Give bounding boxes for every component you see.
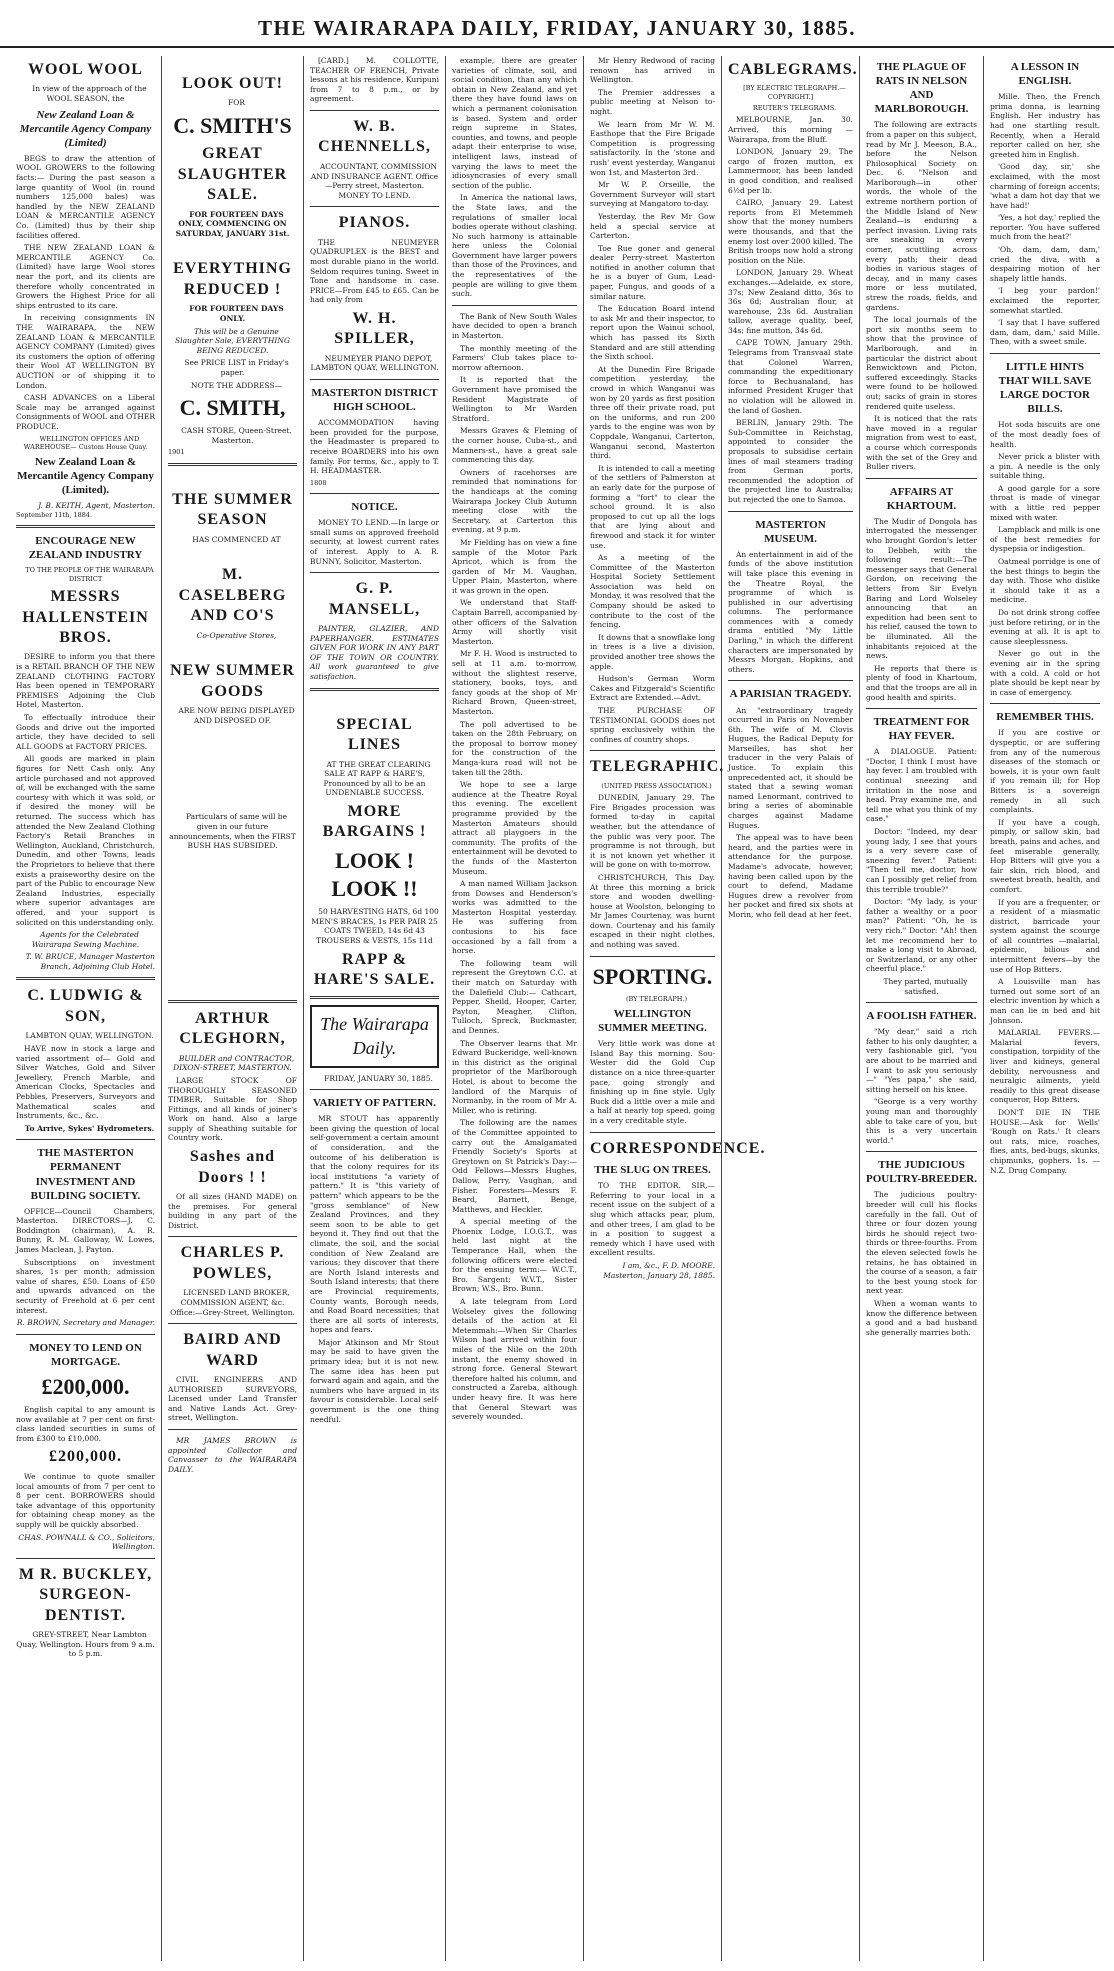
ad-text: OFFICE—Council Chambers, Masterton. DIRECTORS—J. C. Boddington (chairman), A. R. Bunny, R. M. Galloway, W. Lowes, James Maclean, J. Payton. (16, 1206, 155, 1255)
ad-heading: LOOK OUT! (181, 75, 283, 92)
article-text: A DIALOGUE. Patient: "Doctor, I think I must have hay fever. I am troubled with continual sneezing and irritation in the nose and head. Pray examine me, and tell me what you think of my case." (866, 747, 977, 824)
column-divider (310, 688, 439, 691)
article-text: MALARIAL FEVERS.—Malarial fevers, constipation, torpidity of the liver and kidneys, general debility, nervousness and neuralgic ailments, yield readily to this great disease conqueror, Hop Bitters. (990, 1028, 1100, 1105)
section-subheading: [BY ELECTRIC TELEGRAPH.—COPYRIGHT.] (743, 84, 846, 101)
news-item: Mr Fielding has on view a fine sample of the Motor Park Apricot, which is from the garden of Mr M. Vaughan, Upper Plain, Masterton, where it was grown in the open. (452, 537, 577, 595)
article-text: 'Good day, sir,' she exclaimed, with the most charming of foreign accents; 'what a dam hot day that we have had!' (990, 162, 1100, 210)
ad-text: FOR (228, 98, 245, 108)
article-text: When a woman wants to know the difference between a good and a bad husband she generally marries both. (866, 1299, 977, 1337)
column-divider (590, 750, 715, 751)
ad-text: To Arrive, Sykes' Hydrometers. (24, 1123, 155, 1133)
column-divider (590, 956, 715, 957)
section-subheading: (UNITED PRESS ASSOCIATION.) (601, 781, 712, 790)
ad-text: FOR FOURTEEN DAYS ONLY, COMMENCING ON SATURDAY, JANUARY 31st. (175, 209, 290, 238)
article-text: DON'T DIE IN THE HOUSE.—Ask for Wells' 'Rough on Rats.' It clears out rats, mice, roaches, flies, ants, bed-bugs, skunks, chipmunks, gophers. 1s. —N.Z. Drug Company. (990, 1107, 1100, 1175)
article-text: Never prick a blister with a pin. A needle is the only suitable thing. (990, 452, 1100, 481)
article-text: Never go out in the evening air in the spring with a cold. A cold or hot plate should be kept near by in case of emergency. (990, 649, 1100, 697)
news-item: The monthly meeting of the Farmers' Club takes place to-morrow afternoon. (452, 343, 577, 372)
ad-text: ACCOUNTANT, COMMISSION AND INSURANCE AGENT. Office—Perry street, Masterton. MONEY TO LEND. (310, 161, 439, 200)
article-heading: LITTLE HINTS THAT WILL SAVE LARGE DOCTOR BILLS. (998, 361, 1092, 416)
ad-heading: MONEY TO LEND ON MORTGAGE. (29, 1341, 142, 1368)
article-text: Oatmeal porridge is one of the best things to begin the day with. Those who dislike it should take it as a medicine. (990, 557, 1100, 605)
ad-heading: RAPP & HARE'S SALE. (313, 950, 436, 989)
article-heading: REMEMBER THIS. (996, 711, 1094, 724)
news-item: CHRISTCHURCH, This Day. At three this morning a brick store and wooden dwelling-house at Woolston, belonging to Mr James Courtenay, was burnt down. Courtenay and his family escaped in their night clothes, and nothing was saved. (590, 872, 715, 950)
article-text: The judicious poultry-breeder will cull his flocks carefully in the fall. Out of three or four dozen young birds he should reject two-thirds or three-fourths. From the eleven selected fowls he retains, he has obtained in the course of a season, a fair to the best young stock for next year. (866, 1190, 977, 1296)
ad-text: To effectually introduce their Goods and drive out the imported article, they have decided to sell ALL GOODS at FACTORY PRICES. (16, 713, 155, 751)
news-item: We understand that Staff-Captain Barrell, accompanied by other officers of the Salvation Army will shortly visit Masterton. (452, 598, 577, 646)
ad-heading: G. P. MANSELL, (328, 580, 421, 618)
ad-text: FOR FOURTEEN DAYS ONLY. (189, 304, 284, 323)
news-item: A man named William Jackson from Dowses and Henderson's works was admitted to the Masterton Hospital yesterday. He was suffering from contusions to his face occasioned by a fall from a horse. (452, 879, 577, 956)
ad-text: THE NEUMEYER QUADRUPLEX is the BEST and most durable piano in the world. Seldom requires tuning. Sweet in Tone and handsome in case. PRICE—From £45 to £65. Can be had only from (310, 237, 439, 305)
ad-company-name: New Zealand Loan & Mercantile Agency Company (Limited). (17, 456, 154, 497)
ad-text: CASH STORE, Queen-Street, Masterton. (181, 426, 292, 445)
ad-text: English capital to any amount is now available at 7 per cent on first-class landed securities in sums of from £300 to £10,000. (16, 1405, 155, 1443)
ad-text: Subscriptions on investment shares, 1s per month; admission value of shares, £50. Loans of £50 and upwards advanced on the security of Freehold at 6 per cent interest. (16, 1257, 155, 1315)
news-item: DUNEDIN, January 29. The Fire Brigades procession was formed to-day in capital weather, but the attendance of the public was very poor. The programme is not through, but it is not known yet whether it will be gone on with to-morrow. (590, 793, 715, 870)
column-divider (16, 977, 155, 980)
column-divider (16, 1139, 155, 1140)
news-item: The Education Board intend to ask Mr and their inspector, to report upon the Wainui school, which has passed its Sixth Standard and are still attending the Sixth school. (590, 304, 715, 362)
ad-text: 50 HARVESTING HATS, 6d 100 MEN'S BRACES, 1s PER PAIR 25 COATS TWEED, 14s 6d 43 TROUSERS & VESTS, 15s 11d (311, 907, 439, 945)
ad-text: We continue to quote smaller local amounts of from 7 per cent to 8 per cent. BORROWERS should take advantage of this opportunity for obtaining cheap money as the supply will be quickly absorbed. (16, 1471, 155, 1529)
column-divider (310, 996, 439, 999)
article-text: The following are extracts from a paper on this subject, read by Mr J. Meeson, B.A., before the Nelson Philosophical Society on Dec. 6. "Nelson and Marlborough—in other words, the whole of the extreme northern portion of the Middle Island of New Zealand—is enduring a perfect invasion. Living rats are sneaking in every corner, scuttling across every path; their dead bodies in various stages of decay, and in many cases more or less mutilated, strew the roads, fields, and gardens. (866, 120, 977, 312)
letter-signature: I am, &c., F. D. MOORE. Masterton, January 28, 1885. (603, 1260, 715, 1280)
column-divider (168, 463, 297, 466)
news-item: As a meeting of the Committee of the Masterton Hospital Society Settlement Association was held on Monday, it was resolved that the Company should be asked to contribute to the cost of the fencing. (590, 553, 715, 630)
column-divider (728, 511, 853, 512)
ad-text: GREY-STREET, Near Lambton Quay, Wellington. Hours from 9 a.m. to 5 p.m. (16, 1630, 155, 1659)
news-item: LONDON, January 29. Wheat exchanges.—Adelaide, ex store, 37s; New Zealand ditto, 36s to 36s 6d; Australian flour, at warehouse, 23s 6d. Australian tallow, average quality, beef, 34s; fine mutton, 34s 6d. (728, 268, 853, 335)
column-divider (866, 1151, 977, 1152)
ad-text: ARE NOW BEING DISPLAYED AND DISPOSED OF. (178, 706, 295, 725)
ad-heading: ENCOURAGE NEW ZEALAND INDUSTRY (28, 535, 143, 562)
article-text: The Mudir of Dongola has interrogated the messenger who brought Gordon's letter to Debbeh, with the following result:—The messenger says that General Gordon, on receiving the letters from Sir Evelyn Baring and Lord Wolseley announcing that an expedition had been sent to his relief, caused the town to be illuminated. All the inhabitants rejoiced at the news. (866, 516, 977, 661)
news-item: Mr W. P. Orseille, the Government Surveyor will start surveying at Mangatoro to-day. (590, 180, 715, 209)
ad-text: Co-Operative Stores, (196, 630, 277, 640)
article-text: It is noticed that the rats have moved in a regular migration from west to east, a course which corresponds with the set of the Grey and Buller rivers. (866, 414, 977, 472)
news-item: The Observer learns that Mr Edward Buckeridge, well-known in this district as the original proprietor of the Marlborough Hotel, is about to become the landlord of the Marquis of Normanby, in the room of Mr A. Miller, who is retiring. (452, 1038, 577, 1115)
news-item: Very little work was done at Island Bay this morning. Sou-Wester did the Gold Cup distance on a nice three-quarter pace, going strongly and finishing up in fine style. Ugly Buck did a little over a mile and a half at nearly top speed, going in a very creditable style. (590, 1039, 715, 1126)
ad-heading: M. CASELBERG AND CO'S (178, 566, 287, 625)
ad-text: In view of the approach of the WOOL SEASON, the (32, 84, 147, 104)
article-text: Hot soda biscuits are one of the most deadly foes of health. (990, 420, 1100, 449)
column-divider (16, 525, 155, 528)
news-item: At the Dunedin Fire Brigade competition yesterday, the crowd in which Wanganui was won by 20 yards as first position three off their private road, put on the uniforms, and run 200 yards to the engine was won by Coppdale, Wanganui, Carterton, Wanganui second, Masterton third. (590, 364, 715, 461)
article-text: If you have a cough, pimply, or sallow skin, bad breath, pains and aches, and feel miserable generally, Hop Bitters will give you a fair skin, rich blood, and sweetest breath, health, and comfort. (990, 817, 1100, 894)
column-divider (990, 353, 1100, 354)
column-7 (860, 56, 984, 1961)
article-text: "George is a very worthy young man and thoroughly able to take care of you, but this is a very uncertain world." (866, 1097, 977, 1145)
ad-heading: BAIRD AND WARD (183, 1331, 282, 1369)
ad-text: PAINTER, GLAZIER, AND PAPERHANGER. ESTIMATES GIVEN FOR WORK IN ANY PART OF THE TOWN OR COUNTRY. All work guaranteed to give satisfaction. (310, 624, 439, 682)
news-item: The following team will represent the Greytown C.C. at their match on Saturday with the Dalefield Club:— Cathcart, Pepper, Sheild, Hooper, Carter, Payton, Meagher, Clifton, Tulloch, Spreck, Buckmaster, and Dennes. (452, 958, 577, 1035)
ad-heading: NEW SUMMER GOODS (170, 662, 295, 700)
article-heading: A LESSON IN ENGLISH. (1010, 61, 1080, 88)
column-divider (590, 1132, 715, 1133)
column-divider (16, 1334, 155, 1335)
column-divider (168, 1000, 297, 1003)
column-divider (452, 305, 577, 306)
article-text: Lampblack and milk is one of the best remedies for dyspepsia or indigestion. (990, 525, 1100, 554)
column-2 (162, 56, 304, 1961)
column-divider (866, 478, 977, 479)
ad-text: Of all sizes (HAND MADE) on the premises. For general building in any part of the District. (168, 1192, 297, 1230)
article-heading: AFFAIRS AT KHARTOUM. (886, 485, 957, 512)
news-item: The Bank of New South Wales have decided to open a branch in Masterton. (452, 311, 577, 341)
ad-heading: C. LUDWIG & SON, (27, 987, 144, 1025)
ad-heading: MESSRS HALLENSTEIN BROS. (22, 588, 149, 646)
article-text: Doctor: "My lady, is your father a wealthy or a poor man?" Patient: "Oh, he is very rich." Doctor: "Ah! then let me recommend her to make a long visit to Abroad, or Switzerland, or any other cheerful place." (866, 897, 977, 974)
ad-heading: C. SMITH, (179, 395, 286, 421)
column-divider (16, 1558, 155, 1559)
column-divider (866, 708, 977, 709)
ad-heading: MORE BARGAINS ! (322, 802, 427, 841)
section-subheading: REUTER'S TELEGRAMS. (752, 104, 837, 113)
ad-heading: M R. BUCKLEY, SURGEON-DENTIST. (18, 1565, 153, 1624)
article-heading: VARIETY OF PATTERN. (313, 1097, 436, 1110)
ad-text: BEGS to draw the attention of WOOL GROWERS to the following facts:— During the past season a large quantity of Wool (in round numbers 125,000 bales) was handled by the NEW ZEALAND LOAN & MERCANTILE AGENCY Co. (Limited) thus by their ship facilities offered. (16, 153, 155, 240)
newspaper-page (10, 56, 1106, 1961)
news-item: We hope to see a large audience at the Theatre Royal this evening. The excellent programme provided by the Masterton Amateurs should attract all playgoers in the community. The profits of the entertainment will be devoted to the funds of the Masterton Museum. (452, 780, 577, 876)
ad-text: See PRICE LIST in Friday's paper. (184, 358, 289, 377)
column-divider (168, 1323, 297, 1324)
ad-heading: GREAT SLAUGHTER SALE. (177, 145, 288, 204)
ad-text: Agents for the Celebrated Wairarapa Sewing Machine. (31, 930, 140, 949)
article-text: 'Yes, a hot day,' replied the reporter. 'You have suffered much from the heat?' (990, 213, 1100, 242)
ad-number: 1901 (168, 448, 185, 457)
ad-text: NOTE THE ADDRESS— (190, 380, 283, 390)
article-text: He reports that there is plenty of food in Khartoum, and that the troops are all in good health and spirits. (866, 663, 977, 702)
news-item: A special meeting of the Phoenix Lodge, I.O.G.T., was held last night at the Temperance Hall, when the following officers were elected for the ensuing term:— W.C.T., Bro. Sargent; W.V.T., Sister Brown; W.S., Bro. Bunn. (452, 1217, 577, 1294)
news-item: THE PURCHASE OF TESTIMONIAL GOODS does not spring exclusively within the confines of country shops. (590, 706, 715, 744)
ad-text: LAMBTON QUAY, WELLINGTON. (25, 1031, 154, 1041)
ad-signature: R. BROWN, Secretary and Manager. (16, 1318, 155, 1328)
ad-heading: LOOK ! LOOK !! (331, 847, 418, 902)
ad-text: HAVE now in stock a large and varied assortment of— Gold and Silver Watches, Gold and Silver Jewellery, French Marble, and American Clocks, Spectacles and Pebbles, Preservers, Surveyors and Mathematical scales and Instruments, &c., &c. (16, 1044, 155, 1121)
news-item: It downs that a snowflake long in trees is a live a division, provided another tree shows the apple. (590, 632, 715, 671)
ad-text: All goods are marked in plain figures for Nett Cash only. Any article purchased and not approved of, will be exchanged with the same courtesy with which it was sold, or if desired the money will be returned. The success which has attended the New Zealand Clothing Factory's Retail Branches in Wellington, Auckland, Christchurch, Dunedin, and other Towns, leads the Proprietors to believe that there exists a praiseworthy desire on the part of the Public to encourage New Zealand Industries, especially where superior advantages are offered, and your support is solicited on this understanding only. (16, 754, 155, 927)
ad-heading: THE SUMMER SEASON (172, 490, 293, 529)
news-item: Mr Henry Redwood of racing renown has arrived in Wellington. (590, 56, 715, 85)
article-text: "My dear," said a rich father to his only daughter, a very fashionable girl, "you are about to be married and I want to ask you seriously—" "Yes papa," she said, sitting herself on his knee. (866, 1027, 977, 1094)
article-text: 'Oh, dam, dam, dam,' cried the diva, with a despairing motion of her shapely little hands. (990, 245, 1100, 283)
ad-text: ACCOMMODATION having been provided for the purpose, the Headmaster is prepared to receive BOARDERS into his own family. For terms, &c., apply to T. H. HEADMASTER. (310, 418, 439, 476)
column-divider (310, 379, 439, 380)
letter-text: TO THE EDITOR. SIR,—Referring to your local in a recent issue on the subject of a slug which attacks pear, plum, and other trees, I am glad to be in a position to suggest a remedy which I have used with excellent results. (590, 1181, 715, 1258)
ad-text: MR JAMES BROWN is appointed Collector and Canvasser to the WAIRARAPA DAILY. (168, 1436, 297, 1474)
news-item: The poll advertised to be taken on the 28th February, on the proposal to borrow money for the construction of the Manga-kura road will not be taken till the 28th. (452, 719, 577, 777)
ad-text: TO THE PEOPLE OF THE WAIRARAPA DISTRICT (25, 566, 154, 583)
article-text: The local journals of the port six months seem to show that the province of Marlborough, and in particular the district about Renwicktown and Picton, suffered exceedingly. Stacks were found to be hollowed out; sacks of grain in stores rendered quite useless. (866, 315, 977, 411)
article-heading: MASTERTON MUSEUM. (755, 518, 826, 545)
ad-signature: CHAS. POWNALL & CO., Solicitors, Wellington. (18, 1532, 155, 1552)
article-heading: A PARISIAN TRAGEDY. (729, 688, 852, 701)
ad-signature: T. W. BRUCE, Manager Masterton Branch, Adjoining Club Hotel. (25, 952, 155, 971)
column-divider (866, 1002, 977, 1003)
ad-heading: NOTICE. (351, 501, 398, 514)
news-item: CAPE TOWN, January 29th. Telegrams from Transvaal state that Colonel Warren, commanding the expeditionary force to Bechuanaland, has informed President Kruger that no violation will be allowed in the land of Goshen. (728, 338, 853, 415)
article-heading: THE PLAGUE OF RATS IN NELSON AND MARLBOROUGH. (874, 61, 969, 116)
ad-text: LARGE STOCK OF THOROUGHLY SEASONED TIMBER, Suitable for Shop Fittings, and all kinds of joiner's Work on hand. Also a large supply of Sheathing suitable for Country work. (168, 1075, 297, 1143)
news-item: Yesterday, the Rev Mr Gow held a special service at Carterton. (590, 211, 715, 241)
news-item: Mr F. H. Wood is instructed to sell at 11 a.m. to-morrow, without the slightest reserve, stationery, books, toys, and fancy goods at the shop of Mr Richard Brown, Queen-street, Masterton. (452, 649, 577, 716)
column-3 (304, 56, 446, 1961)
news-item: The following are the names of the Committee appointed to carry out the Amalgamated Friendly Society's Sports at Greytown on St Patrick's Day:—Odd Fellows—Messrs Hughes, Dallow, Perry, Vaughan, and Fisher. Foresters—Messrs F. Beard, Barnett, Benge, Matthews, and Heckler. (452, 1118, 577, 1214)
column-divider (310, 493, 439, 494)
column-divider (168, 1429, 297, 1430)
article-text: Doctor: "Indeed, my dear young lady, I see that yours is a very severe case of sneezing fever." Patient: "Then tell me, doctor, how can I possibly get relief from this terrible trouble?" (866, 827, 977, 894)
ad-heading: THE MASTERTON PERMANENT INVESTMENT AND BUILDING SOCIETY. (30, 1147, 141, 1202)
news-item: MELBOURNE, Jan. 30. Arrived, this morning — Wairarapa, from the Bluff. (728, 115, 853, 144)
ad-heading: W. H. SPILLER, (334, 309, 415, 348)
ad-heading-wool: WOOL WOOL (28, 61, 143, 78)
article-text: A Louisville man has turned out some sort of an electric invention by which a man can lie in bed and hit Johnson. (990, 977, 1100, 1025)
article-text: example, there are greater varieties of climate, soil, and social condition, than any which obtain in New Zealand, and yet there they have found laws on which a permanent colonisation is based. System and order reign supreme in States, counties, and towns, and people adapt their enterprise to wise, intelligent laws, instead of varying the laws to meet the idiosyncrasies of every small section of the public. (452, 56, 577, 190)
news-item: It is intended to call a meeting of the settlers of Palmerston at an early date for the purpose of forming a "fort" to clear the school ground. It is also proposed to cut up all the logs that are lying about and firewood and stack it for winter use. (590, 463, 715, 550)
article-heading: THE SLUG ON TREES. (594, 1164, 711, 1177)
column-6 (722, 56, 860, 1961)
news-item: LONDON, January 29. The cargo of frozen mutton, ex Lammermoor, has been landed in good condition, and realised 6½d per lb. (728, 147, 853, 195)
article-text: 'I say that I have suffered dam, dam, dam,' said Mille. Theo, with a sweet smile. (990, 318, 1100, 347)
news-item: Owners of racehorses are reminded that nominations for the handicaps at the coming Wairarapa Jockey Club Autumn meeting close with the Secretary, at Carterton this evening, at 9 p.m. (452, 467, 577, 535)
article-heading: A FOOLISH FATHER. (866, 1010, 977, 1023)
ad-signature: J. B. KEITH, Agent, Masterton. (38, 501, 155, 511)
ad-text: NEUMEYER PIANO DEPOT, LAMBTON QUAY, WELLINGTON. (310, 353, 439, 373)
news-item: The Premier addresses a public meeting at Nelson to-night. (590, 87, 715, 116)
article-text: An entertainment in aid of the funds of the above institution will take place this evening in the Theatre Royal, the programme of which is published in our advertising columns. The performance commences with a comedy drama entitled "My Little Darling," in which the different characters are impersonated by Messrs Morgan, Hopkins, and others. (728, 549, 853, 674)
article-heading: TREATMENT FOR HAY FEVER. (873, 716, 970, 743)
article-text: The appeal was to have been heard, and the parties were in attendance for the purpose. Madame's advocate, however, having been called upon by the court to defend, Madame Hugues drew a revolver from her pocket and fired six shots at Morin, who fell dead at her feet. (728, 833, 853, 919)
column-8 (984, 56, 1106, 1961)
paper-date: FRIDAY, JANUARY 30, 1885. (324, 1073, 433, 1083)
ad-text: THE NEW ZEALAND LOAN & MERCANTILE AGENCY Co. (Limited) have large Wool stores near the port, and its clients are therefore wholly concentrated in Growers the Highest Price for all ships entrusted to its care. (16, 243, 155, 310)
newspaper-masthead (0, 8, 1114, 48)
ad-text: AT THE GREAT CLEARING SALE AT RAPP & HARE'S, Pronounced by all to be an UNDENIABLE SUCCESS. (323, 759, 431, 798)
section-heading-telegraphic: TELEGRAPHIC. (590, 758, 725, 776)
article-text: They parted, mutually satisfied. (883, 976, 968, 996)
article-text: Do not drink strong coffee just before retiring, or in the evening at all. It is apt to cause sleeplessness. (990, 608, 1100, 646)
ad-heading: W. B. CHENNELLS, (318, 117, 431, 156)
column-5 (584, 56, 766, 1961)
news-item: Hudson's German Worm Cakes and Fitzgerald's Scientific Extract are Extended.—Advt. (590, 674, 715, 703)
article-text: Major Atkinson and Mr Stout may be said to have given the primary idea; but it is not new. The same idea has been put forward again and again, and the numbers who have argued in its favour is considerable. Local self-government is the one thing needful. (310, 1337, 439, 1424)
news-item: We learn from Mr W. M. Easthope that the Fire Brigade Competition is progressing satisfactorily. In the 'stone and rush' event yesterday, Wanganui won 1st, and Masterton 3rd. (590, 119, 715, 177)
section-heading-sporting: SPORTING. (592, 963, 713, 989)
ad-amount: £200,000. (49, 1448, 122, 1466)
news-item: A late telegram from Lord Wolseley gives the following details of the action at El Metemmah:—When Sir Charles Wilson had arrived within four miles of the Nile on the 20th instant, the enemy showed in strong force. General Stewart therefore halted his column, and constructed a Zareba, although under heavy fire. It was here that General Stewart was severely wounded. (452, 1297, 577, 1422)
ad-heading: SPECIAL LINES (336, 715, 413, 754)
news-item: Messrs Graves & Fleming of the corner house, Cuba-st., and Manners-st., have a great sale commencing this day. (452, 426, 577, 465)
ad-text: CIVIL ENGINEERS AND AUTHORISED SURVEYORS, Licensed under Land Transfer and Native Lands Act. Grey-street, Wellington. (168, 1375, 297, 1423)
ad-date: September 11th, 1884. (16, 510, 93, 519)
ad-heading: CHARLES P. POWLES, (180, 1244, 285, 1282)
section-subheading: (BY TELEGRAPH.) (625, 994, 688, 1003)
article-text: In America the national laws, the State laws, and the regulations of smaller local bodies operate without clashing. No such harmony is attainable here unless the Colonial Government have larger powers than those of the Provinces, and the representatives of the people are willing to give them such. (452, 193, 577, 299)
paper-nameplate: The Wairarapa Daily. (310, 1005, 439, 1067)
article-text: Mille. Theo, the French prima donna, is learning English. Her industry has had one startling result. Recently, when a Herald reporter called on her, she greeted him in English. (990, 92, 1100, 159)
news-item: CAIRO, January 29. Latest reports from El Metemmeh show that the money numbers were thousands, and that the enemy lost over 2000 killed. The British troops now hold a strong position on the Nile. (728, 198, 853, 265)
ad-text: In receiving consignments IN THE WAIRARAPA, the NEW ZEALAND LOAN & MERCANTILE AGENCY COMPANY (Limited) gives its customers the option of offering their Wool AT WELLINGTON BY AUCTION or of shipping it to London. (16, 313, 155, 390)
ad-text: DESIRE to inform you that there is a RETAIL BRANCH OF THE NEW ZEALAND CLOTHING FACTORY Has been opened in TEMPORARY PREMISES Adjoining the Club Hotel, Masterton. (16, 652, 155, 710)
article-text: If you are a frequenter, or a resident of a miasmatic district, barricade your system against the scourge of all countries —malarial, epidemic, bilious and intermittent fevers—by the use of Hop Bitters. (990, 897, 1100, 974)
ad-heading: PIANOS. (338, 214, 411, 232)
ad-company-name: New Zealand Loan & Mercantile Agency Company (Limited) (19, 108, 152, 149)
news-item: Toe Rue goner and general dealer Perry-street Masterton notified in another column that he is a buyer of Gum, Lead-paper, Fungus, and goods of a similar nature. (590, 243, 715, 301)
ad-text: BUILDER and CONTRACTOR, DIXON-STREET, MASTERTON. (173, 1053, 295, 1073)
column-divider (310, 572, 439, 573)
article-text: If you are costive or dyspeptic, or are suffering from any of the numerous diseases of the stomach or bowels, it is your own fault if you remain ill; for Hop Bitters is a sovereign remedy in all such complaints. (990, 728, 1100, 815)
ad-amount: £200,000. (41, 1373, 130, 1399)
ad-text: Particulars of same will be given in our future announcements, when the FIRST BUSH HAS SUBSIDED. (169, 812, 296, 851)
ad-heading: ARTHUR CLEGHORN, (179, 1009, 286, 1048)
ad-text: [CARD.] M. COLLOTTE, TEACHER OF FRENCH, Private lessons at his residence, Kuripuni from 7 to 8 p.m., or by agreement. (310, 56, 439, 104)
ad-text: MONEY TO LEND.—In large or small sums on approved freehold security, at lowest current rates of interest. Apply to A. R. BUNNY, Solicitor, Masterton. (310, 518, 439, 566)
article-text: An "extraordinary tragedy occurred in Paris on November 6th. The wife of M. Clovis Hugues, the Radical Deputy for Marseilles, has shot her traducer in the very Palais of Justice. To explain this unprecedented act, it should be stated that a sewing woman named Lenormant, contrived to bring a series of abominable charges against Madame Hugues. (728, 705, 853, 830)
ad-heading: MASTERTON DISTRICT HIGH SCHOOL. (311, 387, 438, 414)
column-divider (310, 110, 439, 111)
section-heading-correspondence: CORRESPONDENCE. (590, 1139, 766, 1157)
page-title: THE WAIRARAPA DAILY, FRIDAY, JANUARY 30, 1885. (257, 16, 857, 40)
article-heading: THE JUDICIOUS POULTRY-BREEDER. (866, 1159, 977, 1186)
ad-number: 1808 (310, 478, 327, 487)
ad-heading: C. SMITH'S (173, 113, 292, 139)
news-item: It is reported that the Government have promised the Resident Magistrate of Wellington to Mr Warden Stratford. (452, 375, 577, 423)
column-divider (310, 206, 439, 207)
ad-text: LICENSED LAND BROKER, COMMISSION AGENT, &c. Office:—Grey-Street, Wellington. (170, 1288, 295, 1317)
ad-text: HAS COMMENCED AT (192, 534, 281, 544)
ad-text: CASH ADVANCES on a Liberal Scale may be arranged against Consignments of WOOL and OTHER PRODUCE. (16, 393, 155, 431)
article-text: 'I beg your pardon!' exclaimed the reporter, somewhat startled. (990, 286, 1100, 315)
column-4 (446, 56, 584, 1961)
article-text: MR STOUT has apparently been giving the question of local self-government a certain amount of consideration, and the outcome of his deliberation is that the colony requires for its local institutions "a variety of pattern." It is "this variety of pattern" which appears to be the "gross semblance" of New Zealand Provinces, and they seem soon to be able to get beyond it. They find out that the climate, the soil, and the social condition of New Zealand are various; they discover that there are North Island interests and South Island interests; that there are Provincial requirements, County wants, Borough needs, and Road Board necessities; that there are all sorts of interests, hopes and fears. (310, 1114, 439, 1335)
article-text: A good gargle for a sore throat is made of vinegar with a little red pepper mixed with water. (990, 483, 1100, 522)
section-heading-cablegrams: CABLEGRAMS. (728, 61, 858, 78)
column-divider (990, 703, 1100, 704)
ad-heading: Sashes and Doors ! ! (189, 1148, 276, 1186)
ad-text: WELLINGTON OFFICES AND WAREHOUSE— Custom House Quay. (23, 434, 148, 451)
news-item: BERLIN, January 29th. The Sub-Committee in Reichstag, appointed to consider the proposals to subsidise certain lines of mail steamers trading from German ports, recommended the adoption of the projected line to Australia; but rejected the one to Samoa. (728, 418, 853, 504)
column-divider (168, 1236, 297, 1237)
ad-text: This will be a Genuine Slaughter Sale, EVERYTHING BEING REDUCED. (175, 326, 290, 355)
column-1 (10, 56, 162, 1961)
column-divider (310, 1089, 439, 1090)
article-heading: WELLINGTON SUMMER MEETING. (598, 1008, 707, 1035)
column-divider (728, 680, 853, 681)
ad-heading: EVERYTHING REDUCED ! (173, 260, 292, 298)
